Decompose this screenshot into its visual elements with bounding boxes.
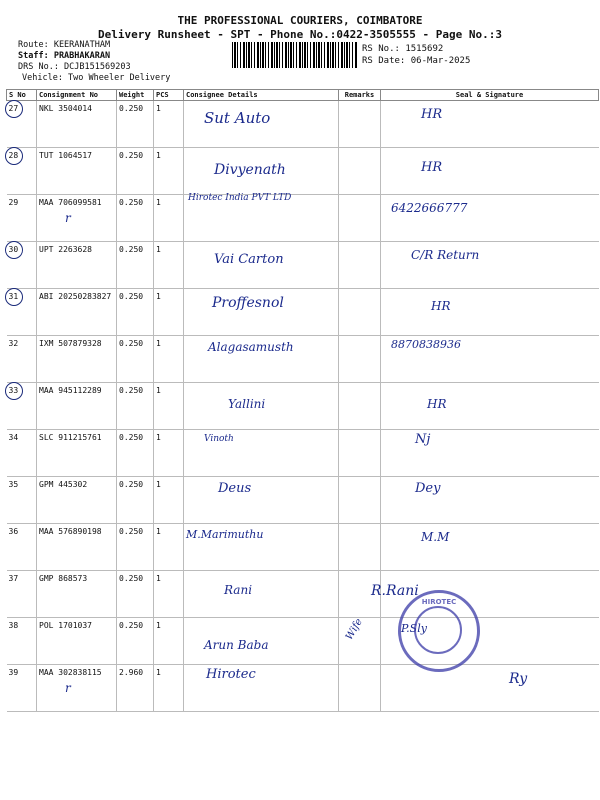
cell-signature <box>381 477 599 524</box>
cell-consignment <box>37 618 117 665</box>
cell-consignment <box>37 336 117 383</box>
cell-remarks <box>339 477 381 524</box>
cell-sno-text: 36 <box>8 527 19 536</box>
cell-sno-text: 35 <box>8 480 19 489</box>
cell-remarks <box>339 430 381 477</box>
cell-pcs <box>154 665 184 712</box>
cell-sno-text: 34 <box>8 433 19 442</box>
cell-consignment-text: GMP 868573 <box>39 574 88 583</box>
cell-consignment-text: MAA 302838115 <box>39 668 102 677</box>
cell-pcs <box>154 477 184 524</box>
cell-weight <box>117 289 154 336</box>
cell-pcs-text: 1 <box>156 292 161 301</box>
signature-handwriting: HR <box>427 397 447 411</box>
consignee-handwriting: Proffesnol <box>212 295 284 311</box>
cell-pcs <box>154 242 184 289</box>
cell-consignment <box>37 524 117 571</box>
cell-consignment-text: GPM 445302 <box>39 480 88 489</box>
signature-handwriting: M.M <box>421 530 450 544</box>
cell-pcs <box>154 336 184 383</box>
cell-consignment-text: NKL 3504014 <box>39 104 92 113</box>
col-consignee: Consignee Details <box>184 90 339 101</box>
cell-consignment <box>37 101 117 148</box>
cell-weight-text: 0.250 <box>119 151 144 160</box>
cell-consignment <box>37 477 117 524</box>
cell-remarks <box>339 524 381 571</box>
handwritten-mark: r <box>65 211 71 225</box>
stamp-inner-ring <box>414 606 462 654</box>
cell-sno <box>7 477 37 524</box>
cell-consignment-text: IXM 507879328 <box>39 339 102 348</box>
cell-sno-text: 27 <box>8 104 19 113</box>
cell-consignment <box>37 383 117 430</box>
cell-signature <box>381 383 599 430</box>
table-row <box>7 477 599 524</box>
cell-weight <box>117 477 154 524</box>
cell-weight <box>117 665 154 712</box>
cell-sno-text: 38 <box>8 621 19 630</box>
table-row <box>7 195 599 242</box>
cell-weight <box>117 101 154 148</box>
cell-pcs <box>154 101 184 148</box>
cell-remarks <box>339 195 381 242</box>
cell-pcs-text: 1 <box>156 621 161 630</box>
cell-signature <box>381 665 599 712</box>
cell-weight <box>117 618 154 665</box>
cell-weight-text: 0.250 <box>119 480 144 489</box>
signature-handwriting: C/R Return <box>411 248 480 262</box>
cell-pcs-text: 1 <box>156 668 161 677</box>
cell-pcs <box>154 571 184 618</box>
runsheet-table <box>6 89 599 712</box>
cell-consignment <box>37 430 117 477</box>
cell-pcs-text: 1 <box>156 339 161 348</box>
cell-consignee <box>184 242 339 289</box>
cell-consignee <box>184 101 339 148</box>
cell-sno <box>7 242 37 289</box>
consignee-handwriting: Hirotec <box>206 667 256 682</box>
cell-remarks <box>339 101 381 148</box>
cell-consignee <box>184 618 339 665</box>
cell-consignment-text: MAA 576890198 <box>39 527 102 536</box>
cell-pcs-text: 1 <box>156 433 161 442</box>
cell-weight-text: 0.250 <box>119 386 144 395</box>
cell-signature <box>381 101 599 148</box>
drs-label: DRS No.: DCJB151569203 <box>18 62 131 72</box>
table-row <box>7 289 599 336</box>
circle-mark <box>5 288 23 306</box>
cell-remarks <box>339 289 381 336</box>
cell-pcs-text: 1 <box>156 574 161 583</box>
cell-pcs-text: 1 <box>156 198 161 207</box>
cell-sno <box>7 618 37 665</box>
cell-pcs <box>154 195 184 242</box>
circle-mark <box>5 147 23 165</box>
cell-consignee <box>184 336 339 383</box>
cell-sno-text: 39 <box>8 668 19 677</box>
cell-pcs <box>154 383 184 430</box>
cell-consignment-text: MAA 706099581 <box>39 198 102 207</box>
cell-pcs-text: 1 <box>156 151 161 160</box>
table-row <box>7 524 599 571</box>
handwritten-mark: r <box>65 681 71 695</box>
consignee-handwriting: Sut Auto <box>204 109 271 127</box>
signature-handwriting: HR <box>431 299 451 313</box>
cell-sno <box>7 383 37 430</box>
table-row <box>7 665 599 712</box>
cell-consignment-text: ABI 20250283827 <box>39 292 112 301</box>
cell-weight-text: 0.250 <box>119 104 144 113</box>
consignee-handwriting: Deus <box>218 481 252 496</box>
table-row <box>7 148 599 195</box>
circle-mark <box>5 382 23 400</box>
col-signature: Seal & Signature <box>381 90 599 101</box>
cell-consignment <box>37 665 117 712</box>
remarks-handwriting: Wife <box>343 616 365 643</box>
signature-handwriting: Nj <box>415 432 431 447</box>
company-stamp <box>398 590 480 672</box>
cell-sno <box>7 101 37 148</box>
cell-weight-text: 0.250 <box>119 292 144 301</box>
signature-handwriting: 8870838936 <box>391 338 461 351</box>
cell-pcs <box>154 148 184 195</box>
cell-sno <box>7 195 37 242</box>
cell-sno-text: 33 <box>8 386 19 395</box>
table-row <box>7 242 599 289</box>
cell-consignee <box>184 195 339 242</box>
cell-sno <box>7 430 37 477</box>
cell-consignment <box>37 195 117 242</box>
col-consignment: Consignment No <box>37 90 117 101</box>
cell-sno-text: 30 <box>8 245 19 254</box>
consignee-handwriting: Yallini <box>228 397 266 411</box>
signature-handwriting: HR <box>421 107 443 122</box>
cell-sno-text: 37 <box>8 574 19 583</box>
cell-weight <box>117 524 154 571</box>
cell-consignee <box>184 665 339 712</box>
cell-weight-text: 0.250 <box>119 621 144 630</box>
cell-consignment <box>37 571 117 618</box>
table-header <box>7 90 599 101</box>
cell-pcs <box>154 618 184 665</box>
consignee-handwriting: M.Marimuthu <box>186 528 264 541</box>
signature-handwriting: 6422666777 <box>391 201 468 215</box>
cell-sno-text: 29 <box>8 198 19 207</box>
cell-signature <box>381 148 599 195</box>
cell-signature <box>381 242 599 289</box>
cell-weight <box>117 242 154 289</box>
signature-handwriting: R.Rani <box>371 583 419 599</box>
cell-weight-text: 0.250 <box>119 433 144 442</box>
table-row <box>7 618 599 665</box>
cell-signature <box>381 430 599 477</box>
consignee-handwriting: Arun Baba <box>204 638 269 652</box>
cell-sno-text: 28 <box>8 151 19 160</box>
cell-weight <box>117 430 154 477</box>
cell-consignee <box>184 289 339 336</box>
cell-signature <box>381 195 599 242</box>
cell-weight <box>117 571 154 618</box>
cell-remarks <box>339 242 381 289</box>
cell-weight <box>117 383 154 430</box>
signature-handwriting: Ry <box>509 671 528 687</box>
signature-handwriting: P.Sly <box>401 622 427 635</box>
vehicle-label: Vehicle: Two Wheeler Delivery <box>22 73 171 83</box>
consignee-handwriting: Rani <box>224 583 253 597</box>
consignee-handwriting: Vai Carton <box>214 252 284 267</box>
consignee-handwriting: Alagasamusth <box>208 340 294 354</box>
table-row <box>7 101 599 148</box>
cell-remarks <box>339 618 381 665</box>
cell-consignee <box>184 524 339 571</box>
cell-remarks <box>339 336 381 383</box>
cell-weight-text: 2.960 <box>119 668 144 677</box>
cell-consignment-text: SLC 911215761 <box>39 433 102 442</box>
col-weight: Weight <box>117 90 154 101</box>
cell-consignment-text: MAA 945112289 <box>39 386 102 395</box>
cell-consignment <box>37 148 117 195</box>
cell-weight <box>117 336 154 383</box>
cell-pcs <box>154 524 184 571</box>
staff-label: Staff: PRABHAKARAN <box>18 51 111 61</box>
cell-signature <box>381 289 599 336</box>
cell-weight-text: 0.250 <box>119 339 144 348</box>
cell-pcs-text: 1 <box>156 104 161 113</box>
table-row <box>7 430 599 477</box>
cell-remarks <box>339 148 381 195</box>
cell-sno <box>7 524 37 571</box>
circle-mark <box>5 100 23 118</box>
cell-weight-text: 0.250 <box>119 574 144 583</box>
cell-consignment-text: UPT 2263628 <box>39 245 92 254</box>
cell-pcs-text: 1 <box>156 386 161 395</box>
cell-sno <box>7 148 37 195</box>
cell-remarks <box>339 383 381 430</box>
cell-consignee <box>184 148 339 195</box>
cell-sno <box>7 289 37 336</box>
cell-weight-text: 0.250 <box>119 527 144 536</box>
cell-sno <box>7 336 37 383</box>
cell-sno <box>7 571 37 618</box>
route-label: Route: KEERANATHAM <box>18 40 111 50</box>
cell-pcs-text: 1 <box>156 480 161 489</box>
company-title: THE PROFESSIONAL COURIERS, COIMBATORE <box>177 14 423 27</box>
col-pcs: PCS <box>154 90 184 101</box>
rs-number: RS No.: 1515692 <box>362 44 444 54</box>
rs-info <box>362 43 470 67</box>
circle-mark <box>5 241 23 259</box>
signature-handwriting: Dey <box>415 481 441 496</box>
table-row <box>7 383 599 430</box>
cell-sno-text: 31 <box>8 292 19 301</box>
table-row <box>7 336 599 383</box>
cell-weight <box>117 195 154 242</box>
table-row <box>7 571 599 618</box>
cell-consignment-text: TUT 1064517 <box>39 151 92 160</box>
col-sno: S No <box>7 90 37 101</box>
cell-consignee <box>184 477 339 524</box>
cell-signature <box>381 336 599 383</box>
consignee-handwriting: Hirotec India PVT LTD <box>188 193 292 203</box>
barcode <box>232 42 357 68</box>
cell-consignment-text: POL 1701037 <box>39 621 92 630</box>
cell-weight-text: 0.250 <box>119 245 144 254</box>
cell-pcs <box>154 289 184 336</box>
consignee-handwriting: Divyenath <box>214 162 286 178</box>
cell-consignment <box>37 242 117 289</box>
cell-pcs-text: 1 <box>156 527 161 536</box>
cell-consignee <box>184 383 339 430</box>
cell-sno <box>7 665 37 712</box>
cell-weight <box>117 148 154 195</box>
rs-date: RS Date: 06-Mar-2025 <box>362 56 471 66</box>
signature-handwriting: HR <box>421 160 443 175</box>
cell-weight-text: 0.250 <box>119 198 144 207</box>
cell-sno-text: 32 <box>8 339 19 348</box>
cell-pcs <box>154 430 184 477</box>
col-remarks: Remarks <box>339 90 381 101</box>
cell-consignee <box>184 430 339 477</box>
cell-signature <box>381 524 599 571</box>
cell-consignment <box>37 289 117 336</box>
cell-consignee <box>184 571 339 618</box>
cell-pcs-text: 1 <box>156 245 161 254</box>
stamp-text: HIROTEC <box>421 598 457 606</box>
consignee-handwriting: Vinoth <box>204 434 234 444</box>
cell-remarks <box>339 665 381 712</box>
runsheet-subtitle: Delivery Runsheet - SPT - Phone No.:0422-3505555 - Page No.:3 <box>98 28 502 41</box>
